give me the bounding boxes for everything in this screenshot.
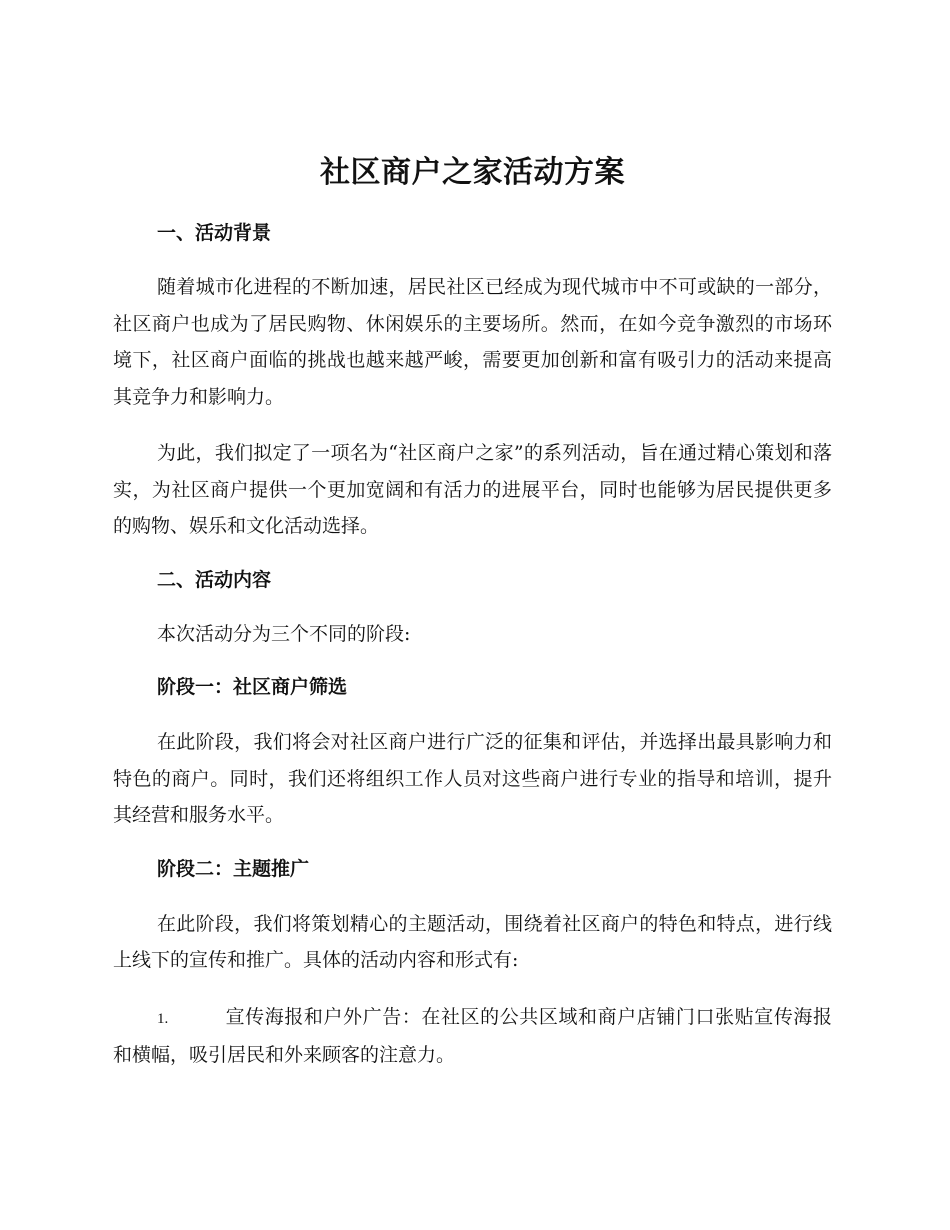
- paragraph: 为此，我们拟定了一项名为“社区商户之家”的系列活动，旨在通过精心策划和落实，为社区商户提供一个更加宽阔和有活力的进展平台，同时也能够为居民提供更多的购物、娱乐和文化活动选择。: [113, 442, 832, 537]
- section-heading-background: 一、活动背景: [157, 222, 272, 244]
- list-item-number: 1.: [157, 1010, 169, 1027]
- list-item-text: 宣传海报和户外广告：在社区的公共区域和商户店铺门口张贴宣传海报和横幅，吸引居民和外来顾客的注意力。: [113, 1005, 832, 1066]
- phase-heading-2: 阶段二：主题推广: [157, 857, 310, 880]
- list-item: [113, 999, 832, 1074]
- paragraph: 本次活动分为三个不同的阶段:: [157, 622, 411, 645]
- document-title: 社区商户之家活动方案: [320, 155, 625, 190]
- phase-heading-1: 阶段一：社区商户筛选: [157, 676, 348, 698]
- section-heading-content: 二、活动内容: [157, 568, 272, 591]
- paragraph: 在此阶段，我们将策划精心的主题活动，围绕着社区商户的特色和特点，进行线上线下的宣传和推广。具体的活动内容和形式有:: [113, 912, 832, 971]
- paragraph: 随着城市化进程的不断加速，居民社区已经成为现代城市中不可或缺的一部分，社区商户也成为了居民购物、休闲娱乐的主要场所。然而，在如今竞争激烈的市场环境下，社区商户面临的挑战也越来越严峻，需要更加创新和富有吸引力的活动来提高其竞争力和影响力。: [113, 276, 832, 408]
- paragraph: 在此阶段，我们将会对社区商户进行广泛的征集和评估，并选择出最具影响力和特色的商户。同时，我们还将组织工作人员对这些商户进行专业的指导和培训，提升其经营和服务水平。: [113, 731, 832, 826]
